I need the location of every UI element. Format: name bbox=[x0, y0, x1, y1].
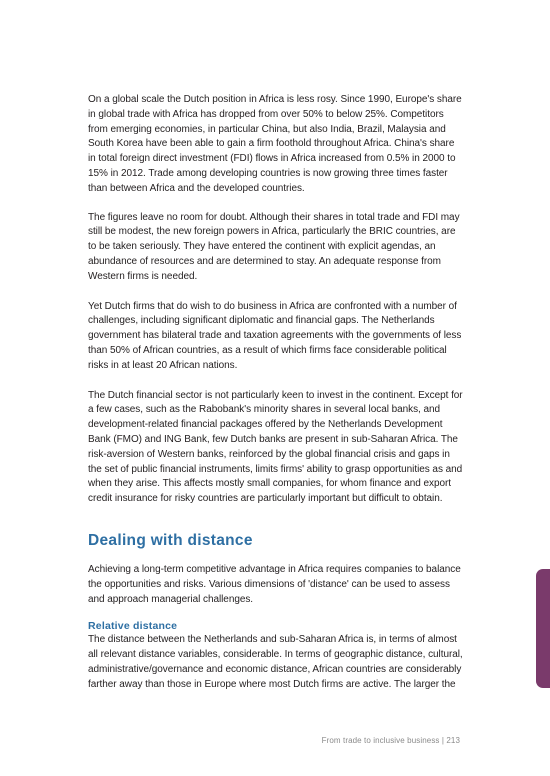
paragraph-dutch-firms: Yet Dutch firms that do wish to do business in Africa are confronted with a number of challenges, including significant diplomatic and financial gaps. The Netherlands government has bilateral trade and taxation agreements with the governments of less than 50% of African countries, as a result of which firms face considerable political risks in at least 20 African nations. bbox=[88, 300, 462, 371]
paragraph-figures: The figures leave no room for doubt. Although their shares in total trade and FDI may still be modest, the new foreign powers in Africa, particularly the BRIC countries, are to be taken seriously. They have entered the continent with explicit agendas, an abundance of resources and are determined to stay. An adequate response from Western firms is needed. bbox=[88, 211, 460, 282]
section-intro: Achieving a long-term competitive advantage in Africa requires companies to balance the opportunities and risks. Various dimensions of 'distance' can be used to assess and approach managerial challenges. bbox=[88, 563, 461, 605]
chapter-tab bbox=[536, 569, 550, 688]
section-heading: Dealing with distance bbox=[88, 531, 253, 549]
paragraph-global-position: On a global scale the Dutch position in Africa is less rosy. Since 1990, Europe's share in global trade with Africa has dropped from over 50% to below 25%. Competitors from emerging economies, in particular China, but also India, Brazil, Malaysia and South Korea have been able to gain a firm foothold throughout Africa. China's share in total foreign direct investment (FDI) flows in Africa increased from 0.5% in 2000 to 15% in 2012. Trade among developing countries is now growing three times faster than between Africa and the developed countries. bbox=[88, 94, 462, 194]
subheading: Relative distance bbox=[88, 620, 178, 633]
subsection-text: The distance between the Netherlands and sub-Saharan Africa is, in terms of almost all relevant distance variables, considerable. In terms of geographic distance, cultural, administrative/governance and economic distance, African countries are considerably farther away than those in Europe where most Dutch firms are active. The larger the bbox=[88, 634, 463, 690]
page-content bbox=[88, 93, 464, 693]
paragraph-financial-sector: The Dutch financial sector is not particularly keen to invest in the continent. Except for a few cases, such as the Rabobank's minority shares in several local banks, and development-related financial packages offered by the Netherlands Development Bank (FMO) and ING Bank, few Dutch banks are present in sub-Saharan Africa. The risk-aversion of Western banks, reinforced by the global financial crisis and gaps in the set of public financial instruments, limits firms' ability to grasp opportunities as and when they arise. This affects mostly small companies, for whom finance and export credit insurance for risky countries are particularly important but difficult to obtain. bbox=[88, 389, 463, 505]
page-footer: From trade to inclusive business | 213 bbox=[321, 736, 460, 745]
